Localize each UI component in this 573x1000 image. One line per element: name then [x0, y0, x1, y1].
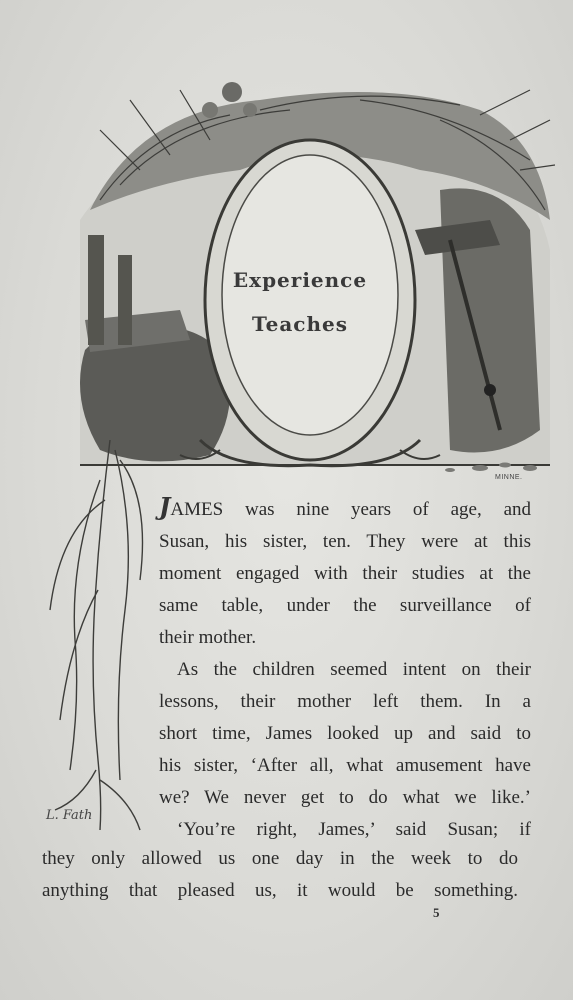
body-full-width [42, 843, 518, 907]
chapter-title-line1: Experience [232, 268, 368, 292]
body-line: Susan, his sister, ten. They were at this [159, 531, 531, 552]
vine-decoration [40, 440, 150, 840]
drop-cap: J [159, 492, 171, 521]
body-line: As the children seemed intent on their [177, 659, 531, 680]
page-number: 5 [433, 905, 440, 920]
body-line: moment engaged with their studies at the [159, 563, 531, 584]
body-line: ‘You’re right, James,’ said Susan; if [177, 819, 531, 840]
body-line: we? We never get to do what we like.’ [159, 787, 531, 808]
body-line: anything that pleased us, it would be something. [42, 880, 518, 901]
artist-credit: MINNE. [495, 474, 523, 481]
first-word: AMES [170, 499, 224, 520]
body-line: short time, James looked up and said to [159, 723, 531, 744]
body-line: same table, under the surveillance of [159, 595, 531, 616]
body-line: lessons, their mother left them. In a [159, 691, 531, 712]
body-line: his sister, ‘After all, what amusement have [159, 755, 531, 776]
body-line: their mother. [159, 627, 257, 648]
chapter-title-line2: Teaches [252, 312, 348, 336]
body-column [159, 491, 531, 846]
body-line: they only allowed us one day in the week to do [42, 848, 518, 869]
body-line: JAMES was nine years of age, and [159, 492, 531, 521]
engraver-signature: L. Fath [46, 808, 93, 823]
